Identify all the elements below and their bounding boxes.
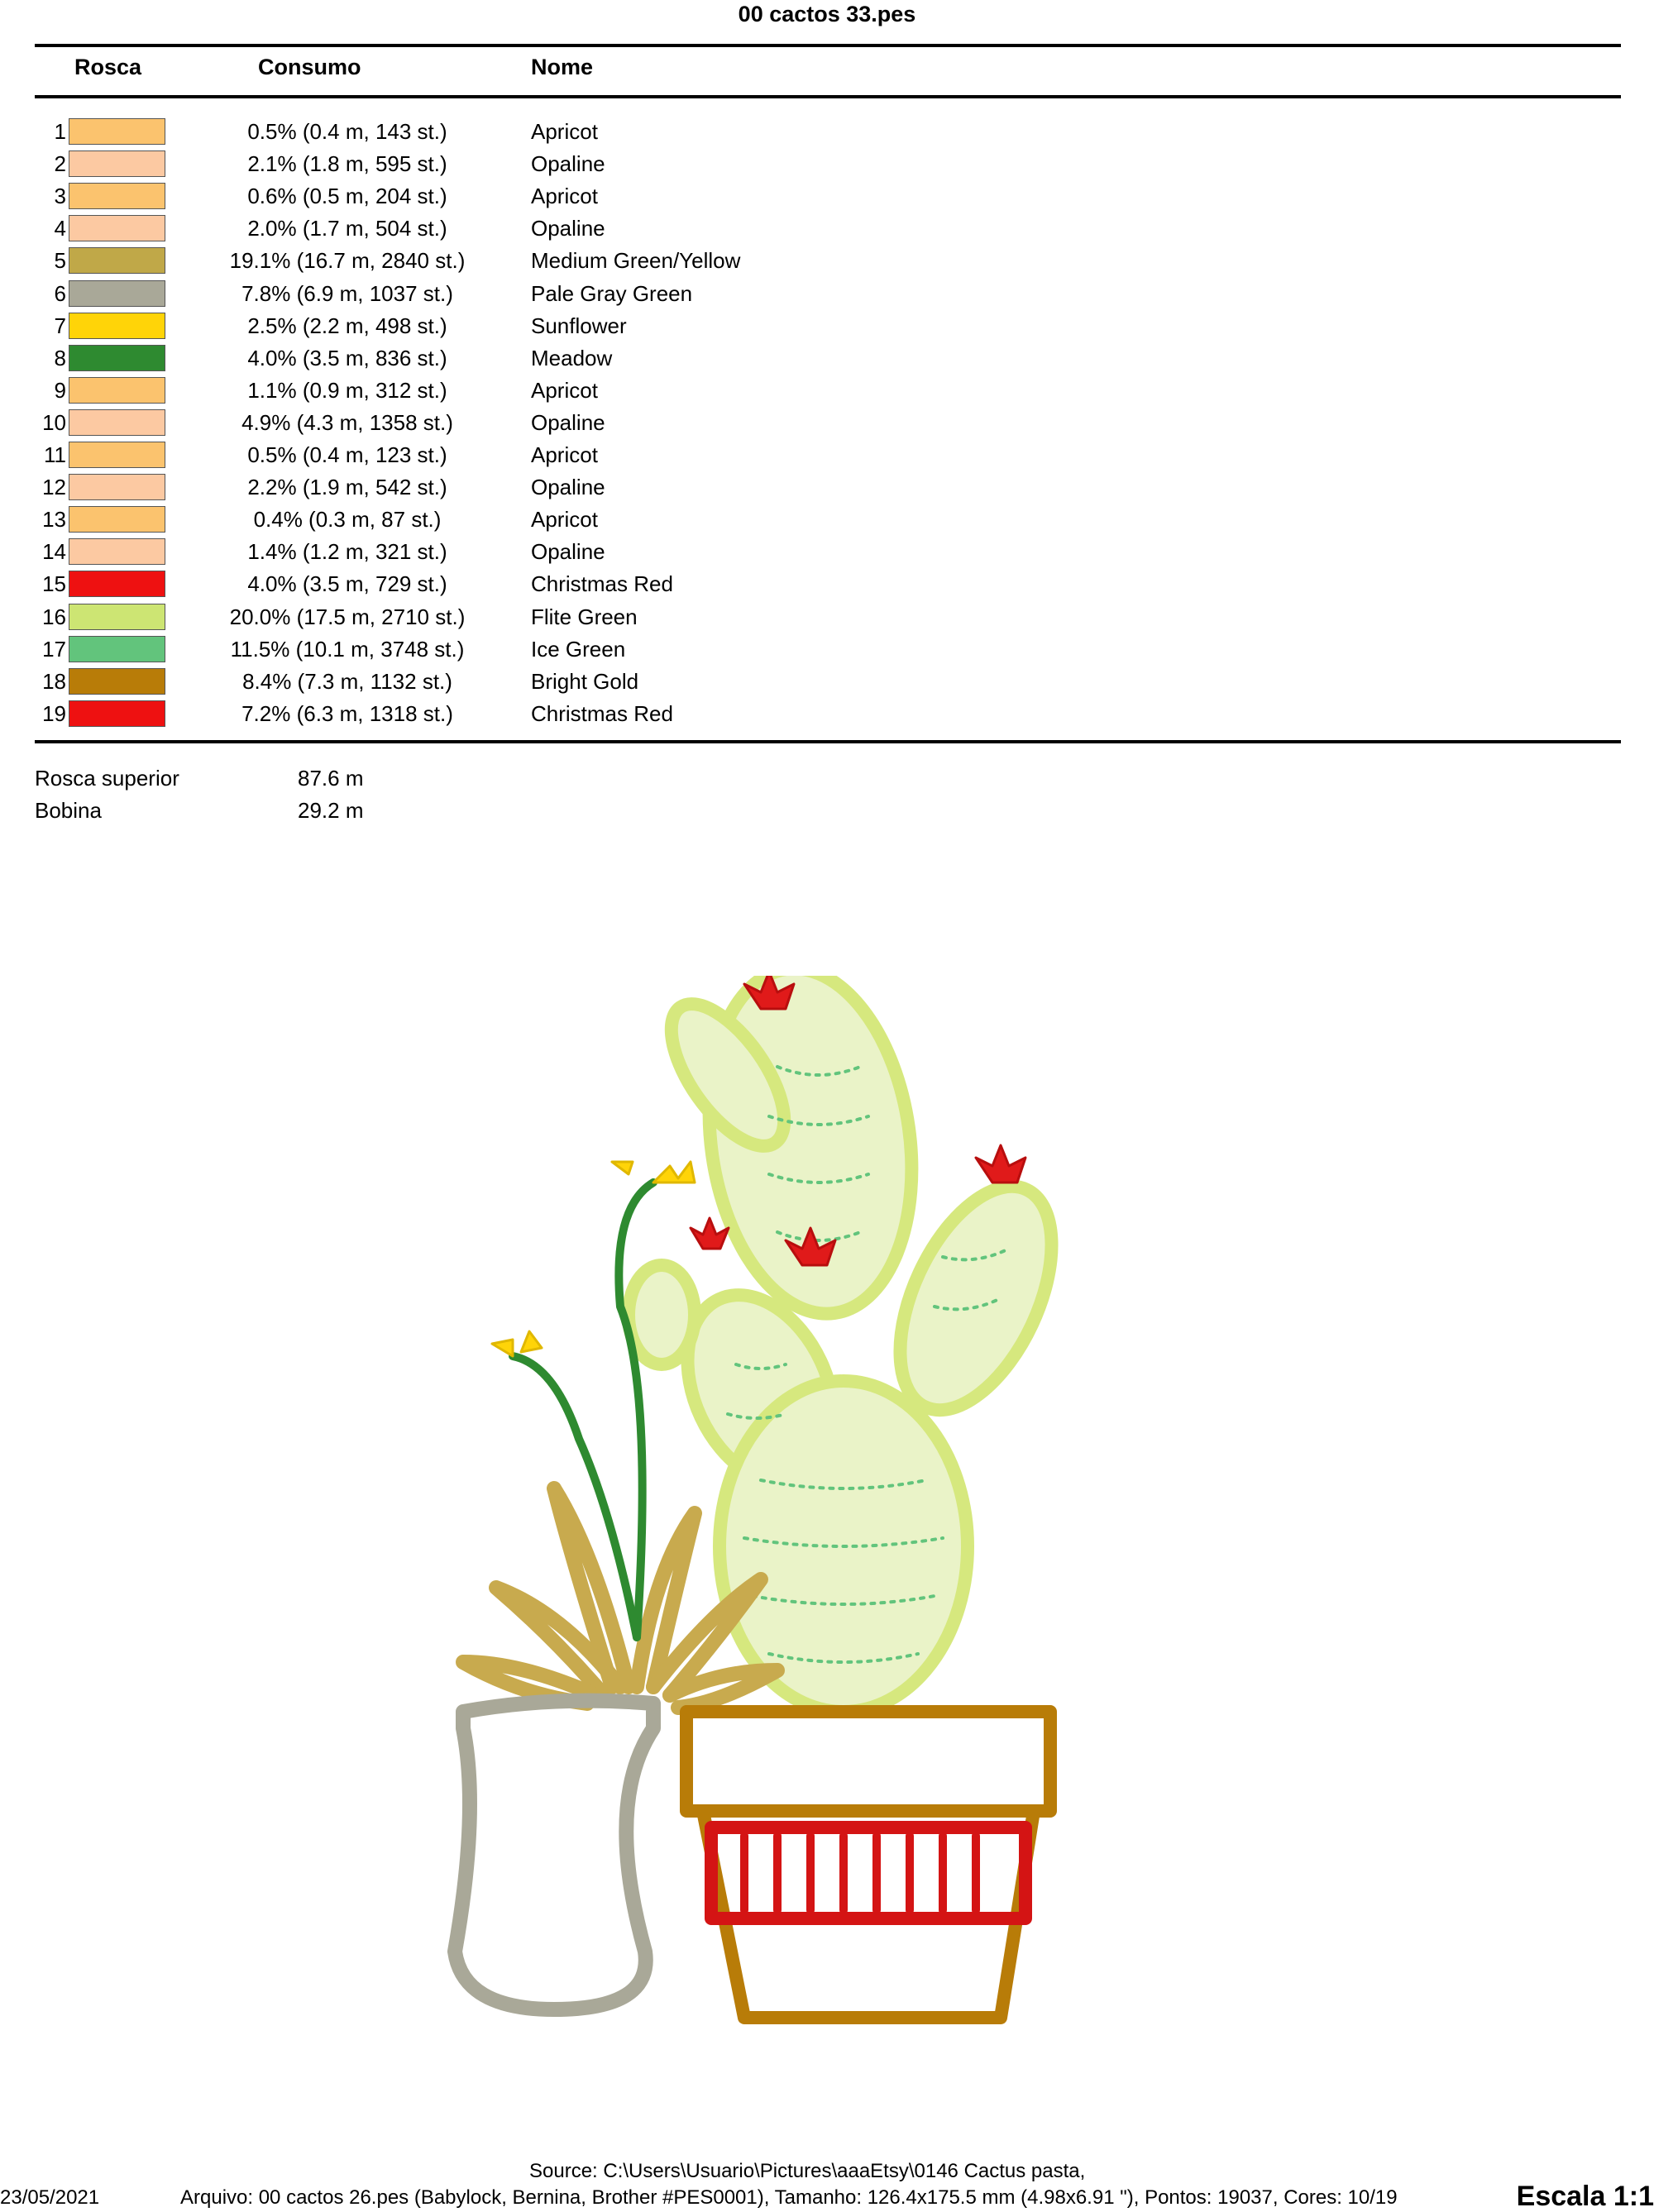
thread-name: Apricot — [531, 442, 598, 467]
thread-name: Flite Green — [531, 604, 638, 629]
thread-color-swatch — [69, 700, 165, 727]
thread-consumption: 0.6% (0.5 m, 204 st.) — [247, 184, 447, 209]
thread-name: Meadow — [531, 345, 613, 370]
thread-name: Opaline — [531, 539, 605, 565]
thread-color-swatch — [69, 313, 165, 339]
footer-date: 23/05/2021 — [0, 2186, 100, 2209]
thread-row — [0, 536, 1621, 568]
thread-color-swatch — [69, 345, 165, 371]
embroidery-design-preview — [430, 976, 1224, 2067]
thread-name: Opaline — [531, 151, 605, 177]
thread-number: 9 — [54, 377, 66, 403]
thread-consumption: 4.0% (3.5 m, 729 st.) — [247, 571, 447, 597]
cactus-pads — [629, 976, 1083, 1712]
total-label-top-thread: Rosca superior — [35, 766, 179, 791]
thread-number: 1 — [54, 119, 66, 144]
thread-name: Opaline — [531, 409, 605, 435]
thread-number: 14 — [42, 539, 66, 565]
thread-row — [0, 504, 1621, 536]
thread-color-swatch — [69, 150, 165, 177]
thread-name: Pale Gray Green — [531, 280, 693, 306]
thread-color-swatch — [69, 118, 165, 145]
thread-row — [0, 148, 1621, 180]
thread-color-swatch — [69, 215, 165, 241]
thread-consumption: 7.2% (6.3 m, 1318 st.) — [241, 700, 453, 726]
thread-row — [0, 245, 1621, 277]
thread-row — [0, 666, 1621, 698]
thread-name: Apricot — [531, 377, 598, 403]
thread-consumption: 2.5% (2.2 m, 498 st.) — [247, 313, 447, 338]
thread-number: 2 — [54, 151, 66, 177]
thread-color-swatch — [69, 280, 165, 307]
thread-consumption: 2.1% (1.8 m, 595 st.) — [247, 151, 447, 177]
thread-color-swatch — [69, 636, 165, 662]
total-value-top-thread: 87.6 m — [298, 766, 364, 791]
thread-number: 12 — [42, 475, 66, 500]
thread-consumption: 2.2% (1.9 m, 542 st.) — [247, 475, 447, 500]
total-value-bobbin: 29.2 m — [298, 798, 364, 823]
thread-color-swatch — [69, 409, 165, 436]
thread-number: 5 — [54, 248, 66, 274]
thread-name: Apricot — [531, 507, 598, 533]
thread-name: Ice Green — [531, 636, 626, 662]
footer-source: Source: C:\Users\Usuario\Pictures\aaaEtsy\0146 Cactus pasta, — [529, 2160, 1086, 2182]
thread-row — [0, 601, 1621, 633]
thread-number: 4 — [54, 216, 66, 241]
thread-number: 13 — [42, 507, 66, 533]
thread-color-swatch — [69, 604, 165, 630]
thread-consumption: 7.8% (6.9 m, 1037 st.) — [241, 280, 453, 306]
thread-row — [0, 471, 1621, 504]
thread-number: 3 — [54, 184, 66, 209]
thread-name: Opaline — [531, 475, 605, 500]
thread-consumption: 11.5% (10.1 m, 3748 st.) — [230, 636, 465, 662]
thread-row — [0, 407, 1621, 439]
thread-color-swatch — [69, 538, 165, 565]
footer-scale: Escala 1:1 — [1516, 2181, 1654, 2212]
thread-color-swatch — [69, 571, 165, 597]
thread-name: Opaline — [531, 216, 605, 241]
thread-name: Apricot — [531, 119, 598, 144]
table-bottom-rule — [35, 740, 1621, 743]
thread-row — [0, 342, 1621, 375]
thread-consumption: 8.4% (7.3 m, 1132 st.) — [242, 668, 452, 694]
thread-color-swatch — [69, 474, 165, 500]
thread-name: Medium Green/Yellow — [531, 248, 741, 274]
thread-color-swatch — [69, 183, 165, 209]
thread-color-swatch — [69, 506, 165, 533]
thread-row — [0, 213, 1621, 245]
thread-row — [0, 375, 1621, 407]
page-title: 00 cactos 33.pes — [738, 2, 916, 26]
thread-number: 16 — [42, 604, 66, 629]
thread-number: 15 — [42, 571, 66, 597]
thread-row — [0, 180, 1621, 213]
thread-row — [0, 439, 1621, 471]
column-header-consumo: Consumo — [258, 55, 361, 79]
gray-vase — [455, 1701, 653, 2009]
thread-number: 19 — [42, 700, 66, 726]
thread-name: Sunflower — [531, 313, 627, 338]
thread-name: Christmas Red — [531, 571, 673, 597]
thread-number: 17 — [42, 636, 66, 662]
thread-number: 10 — [42, 409, 66, 435]
thread-row — [0, 310, 1621, 342]
thread-row — [0, 278, 1621, 310]
thread-consumption: 1.1% (0.9 m, 312 st.) — [247, 377, 447, 403]
thread-consumption: 0.5% (0.4 m, 123 st.) — [247, 442, 447, 467]
thread-name: Apricot — [531, 184, 598, 209]
thread-consumption: 2.0% (1.7 m, 504 st.) — [247, 216, 447, 241]
thread-color-swatch — [69, 442, 165, 468]
terracotta-pot — [686, 1712, 1050, 2018]
thread-name: Christmas Red — [531, 700, 673, 726]
header-top-rule — [35, 44, 1621, 47]
thread-consumption: 4.0% (3.5 m, 836 st.) — [247, 345, 447, 370]
thread-color-swatch — [69, 377, 165, 404]
thread-row — [0, 116, 1621, 148]
thread-consumption: 20.0% (17.5 m, 2710 st.) — [229, 604, 466, 629]
column-header-rosca: Rosca — [74, 55, 142, 79]
thread-number: 6 — [54, 280, 66, 306]
thread-color-swatch — [69, 247, 165, 274]
header-bottom-rule — [35, 95, 1621, 98]
thread-consumption: 4.9% (4.3 m, 1358 st.) — [241, 409, 453, 435]
thread-number: 7 — [54, 313, 66, 338]
thread-number: 11 — [44, 442, 66, 467]
thread-row — [0, 698, 1621, 730]
thread-color-swatch — [69, 668, 165, 695]
thread-row — [0, 568, 1621, 600]
thread-consumption: 0.4% (0.3 m, 87 st.) — [253, 507, 442, 533]
thread-row — [0, 633, 1621, 666]
thread-name: Bright Gold — [531, 668, 639, 694]
thread-consumption: 1.4% (1.2 m, 321 st.) — [247, 539, 447, 565]
thread-number: 8 — [54, 345, 66, 370]
column-header-nome: Nome — [531, 55, 594, 79]
thread-consumption: 19.1% (16.7 m, 2840 st.) — [229, 248, 466, 274]
footer-file-info: Arquivo: 00 cactos 26.pes (Babylock, Bernina, Brother #PES0001), Tamanho: 126.4x175.5 mm (4.98x6.91 "), Pontos: 19037, Cores: 10/19 — [180, 2186, 1398, 2209]
thread-number: 18 — [42, 668, 66, 694]
thread-consumption: 0.5% (0.4 m, 143 st.) — [247, 119, 447, 144]
total-label-bobbin: Bobina — [35, 798, 102, 823]
